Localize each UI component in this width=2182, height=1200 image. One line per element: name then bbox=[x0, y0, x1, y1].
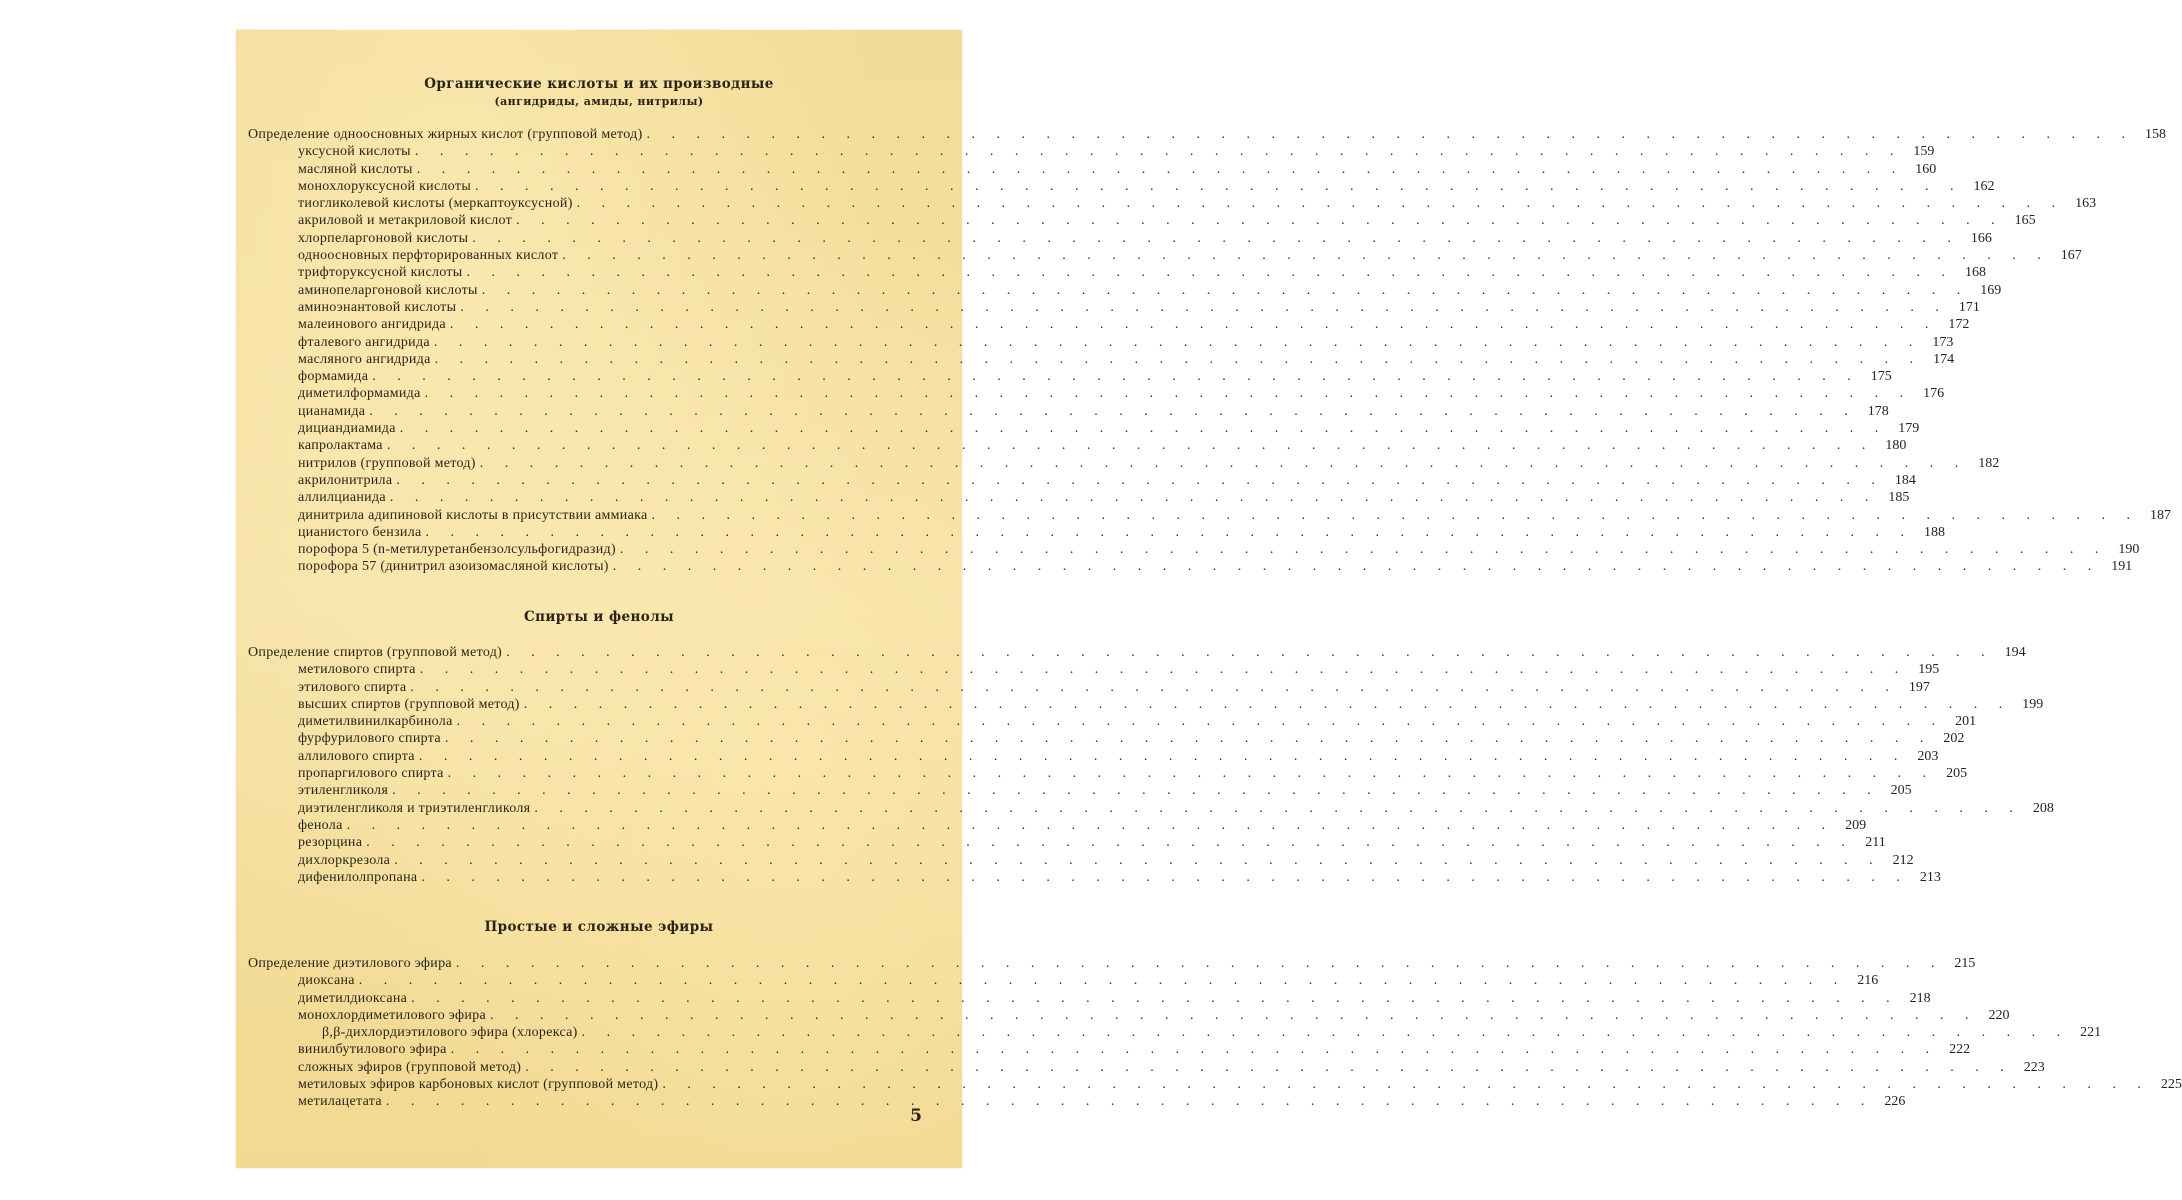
dot-leader: . . . . . . . . . . . . . . . . . . . . . . . . . . . . . . . . . . . . . . . . . . . . . . . . . . . . . . . . . . . . bbox=[358, 973, 1847, 989]
toc-entry-page: 158 bbox=[2145, 127, 2167, 142]
toc-entry-page: 218 bbox=[1909, 990, 1931, 1006]
toc-entry-label: аминоэнантовой кислоты bbox=[298, 299, 457, 315]
toc-entry-page: 188 bbox=[1924, 524, 1945, 540]
toc-entry bbox=[248, 541, 2140, 558]
toc-entry-page: 179 bbox=[1898, 421, 1920, 437]
dot-leader: . . . . . . . . . . . . . . . . . . . . . . . . . . . . . . . . . . . . . . . . . . . . . . . . . . . . . . . . . . . . bbox=[662, 1077, 2150, 1093]
toc-list-organic-acids bbox=[248, 126, 2172, 576]
toc-entry-page: 187 bbox=[2150, 507, 2172, 523]
toc-entry-page: 173 bbox=[1932, 334, 1954, 350]
toc-entry bbox=[248, 748, 1939, 765]
toc-entry-page: 178 bbox=[1867, 403, 1889, 419]
toc-entry-page: 211 bbox=[1865, 835, 1886, 851]
toc-entry-page: 205 bbox=[1946, 766, 1968, 782]
toc-entry-page: 190 bbox=[2118, 542, 2140, 558]
toc-entry-label: масляного ангидрида bbox=[298, 351, 431, 367]
toc-entry bbox=[248, 713, 1977, 730]
toc-entry-label: цианистого бензила bbox=[298, 524, 422, 540]
dot-leader: . . . . . . . . . . . . . . . . . . . . . . . . . . . . . . . . . . . . . . . . . . . . . . . . . . . . . . . . . . . . bbox=[421, 869, 1909, 885]
toc-entry-page: 209 bbox=[1845, 817, 1867, 833]
toc-entry-label: этилового спирта bbox=[298, 679, 407, 695]
toc-entry-page: 225 bbox=[2160, 1077, 2182, 1093]
dot-leader: . . . . . . . . . . . . . . . . . . . . . . . . . . . . . . . . . . . . . . . . . . . . . . . . . . . . . . . . . . . . bbox=[424, 386, 1913, 402]
toc-entry bbox=[248, 800, 2054, 817]
toc-entry-label: аллилового спирта bbox=[298, 748, 415, 764]
toc-entry-page: 199 bbox=[2022, 696, 2044, 712]
toc-entry bbox=[248, 1024, 2102, 1041]
dot-leader: . . . . . . . . . . . . . . . . . . . . . . . . . . . . . . . . . . . . . . . . . . . . . . . . . . . . . . . . . . . . bbox=[372, 369, 1860, 385]
book-page bbox=[236, 30, 2182, 1168]
toc-entry bbox=[248, 247, 2082, 264]
toc-entry bbox=[248, 852, 1914, 869]
toc-entry bbox=[248, 351, 1955, 368]
dot-leader: . . . . . . . . . . . . . . . . . . . . . . . . . . . . . . . . . . . . . . . . . . . . . . . . . . . . . . . . . . . . bbox=[385, 1094, 1874, 1110]
toc-entry-page: 166 bbox=[1970, 230, 1992, 246]
section-subtitle-organic-acids: (ангидриды, амиды, нитрилы) bbox=[494, 95, 704, 108]
section-title-organic-acids: Органические кислоты и их производные bbox=[424, 76, 774, 92]
toc-entry bbox=[248, 661, 1940, 678]
toc-entry-page: 223 bbox=[2023, 1059, 2045, 1075]
toc-entry-label: Определение одноосновных жирных кислот (групповой метод) bbox=[248, 127, 643, 142]
toc-entry bbox=[248, 264, 1987, 281]
dot-leader: . . . . . . . . . . . . . . . . . . . . . . . . . . . . . . . . . . . . . . . . . . . . . . . . . . . . . . . . . . . . bbox=[481, 282, 1970, 298]
toc-entry-label: нитрилов (групповой метод) bbox=[298, 455, 476, 471]
dot-leader: . . . . . . . . . . . . . . . . . . . . . . . . . . . . . . . . . . . . . . . . . . . . . . . . . . . . . . . . . . . . bbox=[450, 1042, 1939, 1058]
dot-leader: . . . . . . . . . . . . . . . . . . . . . . . . . . . . . . . . . . . . . . . . . . . . . . . . . . . . . . . . . . . . bbox=[460, 299, 1948, 315]
dot-leader: . . . . . . . . . . . . . . . . . . . . . . . . . . . . . . . . . . . . . . . . . . . . . . . . . . . . . . . . . . . . bbox=[444, 731, 1933, 747]
section-title-ethers-esters: Простые и сложные эфиры bbox=[484, 919, 714, 935]
toc-entry-label: диэтиленгликоля и триэтиленгликоля bbox=[298, 800, 531, 816]
toc-entry-label: одноосновных перфторированных кислот bbox=[298, 248, 559, 264]
toc-entry bbox=[248, 869, 1941, 886]
section-title-alcohols-phenols: Спирты и фенолы bbox=[523, 609, 675, 625]
toc-entry bbox=[248, 1007, 2010, 1024]
dot-leader: . . . . . . . . . . . . . . . . . . . . . . . . . . . . . . . . . . . . . . . . . . . . . . . . . . . . . . . . . . . . bbox=[466, 265, 1955, 281]
toc-entry-label: диоксана bbox=[298, 973, 355, 989]
dot-leader: . . . . . . . . . . . . . . . . . . . . . . . . . . . . . . . . . . . . . . . . . . . . . . . . . . . . . . . . . . . . bbox=[525, 1059, 2013, 1075]
toc-entry bbox=[248, 316, 1970, 333]
toc-entry bbox=[248, 972, 1879, 989]
toc-entry bbox=[248, 1059, 2045, 1076]
toc-entry-label: пропаргилового спирта bbox=[298, 766, 444, 782]
toc-entry bbox=[248, 1076, 2182, 1093]
toc-entry-page: 182 bbox=[1978, 455, 2000, 471]
toc-entry-page: 176 bbox=[1923, 386, 1945, 402]
toc-list-ethers-esters bbox=[248, 955, 2182, 1111]
toc-entry-label: капролактама bbox=[298, 438, 383, 454]
dot-leader: . . . . . . . . . . . . . . . . . . . . . . . . . . . . . . . . . . . . . . . . . . . . . . . . . . . . . . . . . . . . bbox=[523, 696, 2012, 712]
toc-entry-page: 168 bbox=[1965, 265, 1987, 281]
toc-entry-page: 220 bbox=[1988, 1007, 2010, 1023]
toc-entry bbox=[248, 126, 2167, 143]
toc-entry bbox=[248, 679, 1930, 696]
toc-entry bbox=[248, 782, 1912, 799]
toc-entry-page: 195 bbox=[1918, 662, 1940, 678]
toc-entry bbox=[248, 489, 1910, 506]
dot-leader: . . . . . . . . . . . . . . . . . . . . . . . . . . . . . . . . . . . . . . . . . . . . . . . . . . . . . . . . . . . . bbox=[419, 662, 1908, 678]
toc-entry-page: 208 bbox=[2032, 800, 2054, 816]
toc-entry-label: аллилцианида bbox=[298, 490, 386, 506]
toc-entry bbox=[248, 817, 1867, 834]
toc-entry-page: 201 bbox=[1955, 714, 1977, 730]
toc-entry bbox=[248, 472, 1916, 489]
toc-entry-label: порофора 5 (n-метилуретанбензолсульфогидразид) bbox=[298, 542, 616, 558]
dot-leader: . . . . . . . . . . . . . . . . . . . . . . . . . . . . . . . . . . . . . . . . . . . . . . . . . . . . . . . . . . . . bbox=[392, 783, 1880, 799]
dot-leader: . . . . . . . . . . . . . . . . . . . . . . . . . . . . . . . . . . . . . . . . . . . . . . . . . . . . . . . . . . . . bbox=[472, 230, 1960, 246]
toc-entry bbox=[248, 437, 1907, 454]
toc-entry bbox=[248, 195, 2097, 212]
dot-leader: . . . . . . . . . . . . . . . . . . . . . . . . . . . . . . . . . . . . . . . . . . . . . . . . . . . . . . . . . . . . bbox=[612, 559, 2101, 575]
toc-entry-label: аминопеларгоновой кислоты bbox=[298, 282, 478, 298]
toc-entry bbox=[248, 730, 1965, 747]
toc-entry-page: 175 bbox=[1870, 369, 1892, 385]
dot-leader: . . . . . . . . . . . . . . . . . . . . . . . . . . . . . . . . . . . . . . . . . . . . . . . . . . . . . . . . . . . . bbox=[449, 317, 1938, 333]
toc-entry-label: масляной кислоты bbox=[298, 161, 413, 177]
toc-entry bbox=[248, 1041, 1971, 1058]
toc-entry-page: 167 bbox=[2060, 248, 2082, 264]
toc-entry-page: 215 bbox=[1954, 956, 1976, 971]
toc-entry-label: дициандиамида bbox=[298, 421, 396, 437]
dot-leader: . . . . . . . . . . . . . . . . . . . . . . . . . . . . . . . . . . . . . . . . . . . . . . . . . . . . . . . . . . . . bbox=[475, 178, 1963, 194]
toc-entry bbox=[248, 230, 1992, 247]
toc-entry bbox=[248, 644, 2026, 661]
toc-entry-label: трифторуксусной кислоты bbox=[298, 265, 463, 281]
toc-entry-label: диметилдиоксана bbox=[298, 990, 408, 1006]
toc-entry bbox=[248, 1093, 1906, 1110]
toc-entry-label: этиленгликоля bbox=[298, 783, 389, 799]
toc-entry-label: фенола bbox=[298, 817, 343, 833]
toc-entry bbox=[248, 334, 1954, 351]
toc-entry-page: 159 bbox=[1913, 144, 1935, 160]
dot-leader: . . . . . . . . . . . . . . . . . . . . . . . . . . . . . . . . . . . . . . . . . . . . . . . . . . . . . . . . . . . . bbox=[516, 213, 2004, 229]
toc-entry bbox=[248, 765, 1968, 782]
toc-entry-page: 213 bbox=[1919, 869, 1941, 885]
toc-entry bbox=[248, 212, 2036, 229]
dot-leader: . . . . . . . . . . . . . . . . . . . . . . . . . . . . . . . . . . . . . . . . . . . . . . . . . . . . . . . . . . . . bbox=[433, 334, 1922, 350]
dot-leader: . . . . . . . . . . . . . . . . . . . . . . . . . . . . . . . . . . . . . . . . . . . . . . . . . . . . . . . . . . . . bbox=[418, 748, 1907, 764]
toc-entry-label: высших спиртов (групповой метод) bbox=[298, 696, 520, 712]
dot-leader: . . . . . . . . . . . . . . . . . . . . . . . . . . . . . . . . . . . . . . . . . . . . . . . . . . . . . . . . . . . . bbox=[416, 161, 1905, 177]
toc-entry-page: 171 bbox=[1958, 299, 1980, 315]
toc-entry-page: 184 bbox=[1894, 472, 1916, 488]
toc-entry-label: сложных эфиров (групповой метод) bbox=[298, 1059, 522, 1075]
toc-entry-page: 216 bbox=[1857, 973, 1879, 989]
dot-leader: . . . . . . . . . . . . . . . . . . . . . . . . . . . . . . . . . . . . . . . . . . . . . . . . . . . . . . . . . . . . bbox=[581, 1025, 2070, 1041]
toc-entry-page: 202 bbox=[1943, 731, 1965, 747]
toc-entry-label: формамида bbox=[298, 369, 369, 385]
dot-leader: . . . . . . . . . . . . . . . . . . . . . . . . . . . . . . . . . . . . . . . . . . . . . . . . . . . . . . . . . . . . bbox=[456, 714, 1945, 730]
toc-entry-page: 172 bbox=[1948, 317, 1970, 333]
toc-entry bbox=[248, 385, 1945, 402]
toc-entry bbox=[248, 955, 1976, 972]
toc-entry-page: 212 bbox=[1892, 852, 1914, 868]
toc-entry-page: 194 bbox=[2004, 645, 2026, 660]
dot-leader: . . . . . . . . . . . . . . . . . . . . . . . . . . . . . . . . . . . . . . . . . . . . . . . . . . . . . . . . . . . . bbox=[346, 817, 1835, 833]
toc-entry bbox=[248, 282, 2002, 299]
toc-entry-label: монохлоруксусной кислоты bbox=[298, 178, 472, 194]
dot-leader: . . . . . . . . . . . . . . . . . . . . . . . . . . . . . . . . . . . . . . . . . . . . . . . . . . . . . . . . . . . . bbox=[425, 524, 1913, 540]
toc-entry-label: фурфурилового спирта bbox=[298, 731, 441, 747]
dot-leader: . . . . . . . . . . . . . . . . . . . . . . . . . . . . . . . . . . . . . . . . . . . . . . . . . . . . . . . . . . . . bbox=[399, 421, 1888, 437]
toc-entry bbox=[248, 990, 1931, 1007]
toc-entry-page: 160 bbox=[1915, 161, 1937, 177]
dot-leader: . . . . . . . . . . . . . . . . . . . . . . . . . . . . . . . . . . . . . . . . . . . . . . . . . . . . . . . . . . . . bbox=[410, 679, 1898, 695]
dot-leader: . . . . . . . . . . . . . . . . . . . . . . . . . . . . . . . . . . . . . . . . . . . . . . . . . . . . . . . . . . . . bbox=[447, 766, 1936, 782]
toc-entry-page: 203 bbox=[1917, 748, 1939, 764]
toc-entry-label: уксусной кислоты bbox=[298, 144, 411, 160]
toc-entry-label: дихлоркрезола bbox=[298, 852, 391, 868]
toc-entry-label: метилацетата bbox=[298, 1094, 382, 1110]
toc-entry bbox=[248, 299, 1980, 316]
toc-entry bbox=[248, 524, 1945, 541]
toc-entry-label: диметилвинилкарбинола bbox=[298, 714, 453, 730]
toc-entry-label: цианамида bbox=[298, 403, 366, 419]
toc-entry-label: диметилформамида bbox=[298, 386, 421, 402]
toc-entry-label: метиловых эфиров карбоновых кислот (групповой метод) bbox=[298, 1077, 659, 1093]
dot-leader: . . . . . . . . . . . . . . . . . . . . . . . . . . . . . . . . . . . . . . . . . . . . . . . . . . . . . . . . . . . . bbox=[490, 1007, 1978, 1023]
toc-entry-page: 226 bbox=[1884, 1094, 1906, 1110]
toc-entry-page: 205 bbox=[1890, 783, 1912, 799]
toc-entry-page: 165 bbox=[2014, 213, 2036, 229]
dot-leader: . . . . . . . . . . . . . . . . . . . . . . . . . . . . . . . . . . . . . . . . . . . . . . . . . . . . . . . . . . . . bbox=[576, 196, 2065, 212]
dot-leader: . . . . . . . . . . . . . . . . . . . . . . . . . . . . . . . . . . . . . . . . . . . . . . . . . . . . . . . . . . . . bbox=[646, 127, 2135, 142]
toc-entry-page: 174 bbox=[1933, 351, 1955, 367]
toc-entry-label: β,β-дихлордиэтилового эфира (хлорекса) bbox=[322, 1025, 578, 1041]
toc-entry-label: акрилонитрила bbox=[298, 472, 393, 488]
dot-leader: . . . . . . . . . . . . . . . . . . . . . . . . . . . . . . . . . . . . . . . . . . . . . . . . . . . . . . . . . . . . bbox=[534, 800, 2022, 816]
toc-entry-page: 197 bbox=[1908, 679, 1930, 695]
toc-entry-label: тиогликолевой кислоты (меркаптоуксусной) bbox=[298, 196, 573, 212]
toc-list-alcohols-phenols bbox=[248, 644, 2054, 886]
dot-leader: . . . . . . . . . . . . . . . . . . . . . . . . . . . . . . . . . . . . . . . . . . . . . . . . . . . . . . . . . . . . bbox=[506, 645, 1994, 660]
toc-entry bbox=[248, 420, 1920, 437]
toc-entry-label: динитрила адипиновой кислоты в присутствии аммиака bbox=[298, 507, 648, 523]
toc-entry bbox=[248, 368, 1892, 385]
toc-entry-label: порофора 57 (динитрил азоизомасляной кислоты) bbox=[298, 559, 609, 575]
dot-leader: . . . . . . . . . . . . . . . . . . . . . . . . . . . . . . . . . . . . . . . . . . . . . . . . . . . . . . . . . . . . bbox=[562, 248, 2050, 264]
toc-entry-label: резорцина bbox=[298, 835, 363, 851]
toc-entry-page: 191 bbox=[2111, 559, 2133, 575]
toc-entry-label: фталевого ангидрида bbox=[298, 334, 430, 350]
toc-entry-label: винилбутилового эфира bbox=[298, 1042, 447, 1058]
toc-entry bbox=[248, 696, 2044, 713]
toc-entry-label: Определение спиртов (групповой метод) bbox=[248, 645, 503, 660]
toc-entry bbox=[248, 455, 2000, 472]
toc-entry-label: хлорпеларгоновой кислоты bbox=[298, 230, 469, 246]
dot-leader: . . . . . . . . . . . . . . . . . . . . . . . . . . . . . . . . . . . . . . . . . . . . . . . . . . . . . . . . . . . . bbox=[414, 144, 1903, 160]
toc-entry-page: 221 bbox=[2080, 1025, 2102, 1041]
toc-entry-page: 169 bbox=[1980, 282, 2002, 298]
toc-entry-page: 185 bbox=[1888, 490, 1910, 506]
toc-entry bbox=[248, 558, 2133, 575]
toc-entry-page: 163 bbox=[2075, 196, 2097, 212]
dot-leader: . . . . . . . . . . . . . . . . . . . . . . . . . . . . . . . . . . . . . . . . . . . . . . . . . . . . . . . . . . . . bbox=[386, 438, 1875, 454]
toc-entry bbox=[248, 403, 1889, 420]
toc-entry bbox=[248, 834, 1886, 851]
toc-entry-page: 162 bbox=[1973, 178, 1995, 194]
toc-entry-page: 180 bbox=[1885, 438, 1907, 454]
dot-leader: . . . . . . . . . . . . . . . . . . . . . . . . . . . . . . . . . . . . . . . . . . . . . . . . . . . . . . . . . . . . bbox=[651, 507, 2140, 523]
toc-entry-label: метилового спирта bbox=[298, 662, 416, 678]
dot-leader: . . . . . . . . . . . . . . . . . . . . . . . . . . . . . . . . . . . . . . . . . . . . . . . . . . . . . . . . . . . . bbox=[396, 472, 1884, 488]
dot-leader: . . . . . . . . . . . . . . . . . . . . . . . . . . . . . . . . . . . . . . . . . . . . . . . . . . . . . . . . . . . . bbox=[394, 852, 1882, 868]
page-number: 5 bbox=[910, 1106, 922, 1126]
toc-entry bbox=[248, 143, 1935, 160]
dot-leader: . . . . . . . . . . . . . . . . . . . . . . . . . . . . . . . . . . . . . . . . . . . . . . . . . . . . . . . . . . . . bbox=[366, 835, 1854, 851]
toc-entry bbox=[248, 178, 1995, 195]
dot-leader: . . . . . . . . . . . . . . . . . . . . . . . . . . . . . . . . . . . . . . . . . . . . . . . . . . . . . . . . . . . . bbox=[455, 956, 1944, 971]
toc-entry-label: дифенилолпропана bbox=[298, 869, 418, 885]
toc-entry-page: 222 bbox=[1949, 1042, 1971, 1058]
toc-entry bbox=[248, 161, 1937, 178]
toc-entry bbox=[248, 507, 2172, 524]
toc-entry-label: монохлордиметилового эфира bbox=[298, 1007, 487, 1023]
toc-entry-label: Определение диэтилового эфира bbox=[248, 956, 452, 971]
dot-leader: . . . . . . . . . . . . . . . . . . . . . . . . . . . . . . . . . . . . . . . . . . . . . . . . . . . . . . . . . . . . bbox=[479, 455, 1968, 471]
dot-leader: . . . . . . . . . . . . . . . . . . . . . . . . . . . . . . . . . . . . . . . . . . . . . . . . . . . . . . . . . . . . bbox=[619, 542, 2108, 558]
dot-leader: . . . . . . . . . . . . . . . . . . . . . . . . . . . . . . . . . . . . . . . . . . . . . . . . . . . . . . . . . . . . bbox=[411, 990, 1899, 1006]
toc-entry-label: малеинового ангидрида bbox=[298, 317, 446, 333]
dot-leader: . . . . . . . . . . . . . . . . . . . . . . . . . . . . . . . . . . . . . . . . . . . . . . . . . . . . . . . . . . . . bbox=[434, 351, 1923, 367]
dot-leader: . . . . . . . . . . . . . . . . . . . . . . . . . . . . . . . . . . . . . . . . . . . . . . . . . . . . . . . . . . . . bbox=[369, 403, 1857, 419]
toc-entry-label: акриловой и метакриловой кислот bbox=[298, 213, 513, 229]
dot-leader: . . . . . . . . . . . . . . . . . . . . . . . . . . . . . . . . . . . . . . . . . . . . . . . . . . . . . . . . . . . . bbox=[389, 490, 1878, 506]
